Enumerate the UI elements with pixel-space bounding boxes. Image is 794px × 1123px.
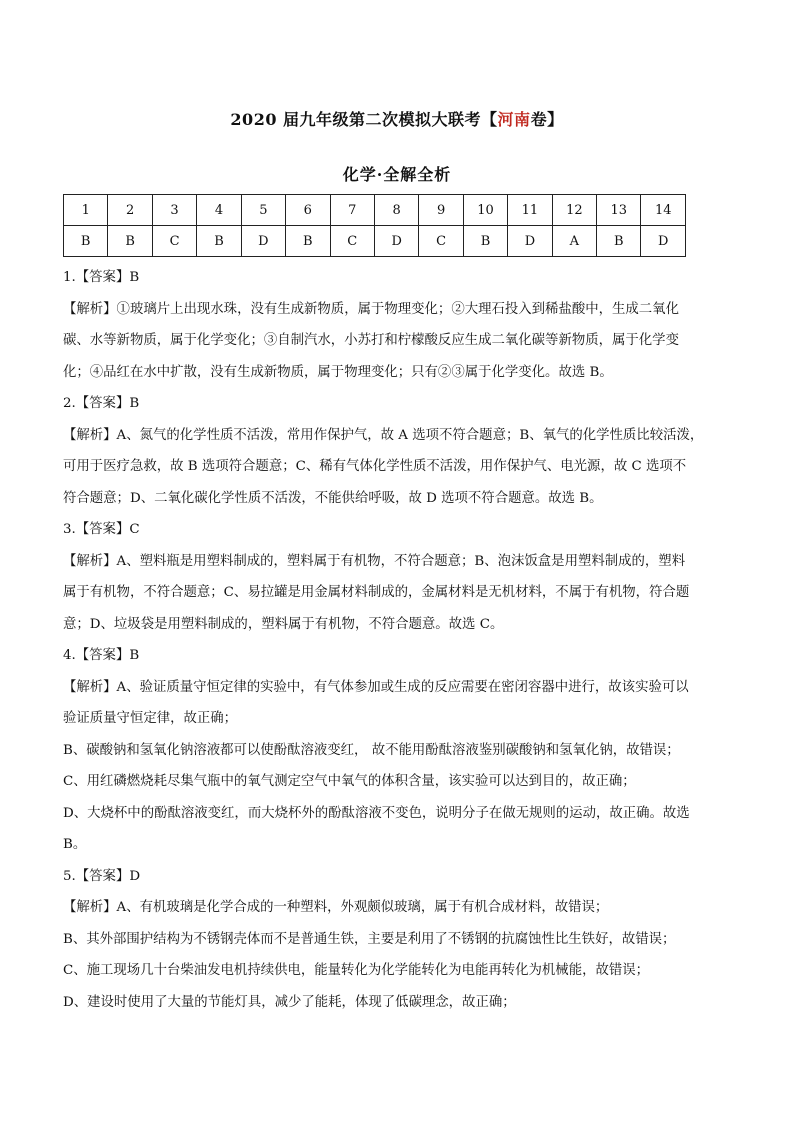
explanation-line: 碳、水等新物质，属于化学变化；③自制汽水，小苏打和柠檬酸反应生成二氧化碳等新物质，属于化学变 — [63, 333, 679, 348]
answer-cell: D — [241, 226, 285, 257]
explanation-line: 可用于医疗急救，故 B 选项符合题意；C、稀有气体化学性质不活泼，用作保护气、电光源，故 C 选项不 — [63, 459, 687, 474]
title-bracket-open: 【 — [481, 110, 498, 129]
explanation-line: 验证质量守恒定律，故正确； — [63, 711, 238, 726]
answer-cell: B — [597, 226, 641, 257]
answer-cell: C — [152, 226, 196, 257]
question-number-cell: 11 — [508, 195, 552, 226]
explanation-line: 意；D、垃圾袋是用塑料制成的，塑料属于有机物，不符合题意。故选 C。 — [63, 616, 504, 632]
question-block — [63, 514, 727, 640]
question-number-cell: 12 — [552, 195, 596, 226]
question-number-cell: 3 — [152, 195, 196, 226]
explanation-line: D、大烧杯中的酚酞溶液变红，而大烧杯外的酚酞溶液不变色，说明分子在做无规则的运动，故正确。故选 — [63, 805, 690, 821]
explanation-line: B、碳酸钠和氢氧化钠溶液都可以使酚酞溶液变红， 故不能用酚酞溶液鉴别碳酸钠和氢氧化钠，故错误； — [63, 742, 680, 758]
answer-table — [63, 194, 686, 257]
question-number-cell: 10 — [463, 195, 507, 226]
explanation-line: 化；④品红在水中扩散，没有生成新物质，属于物理变化；只有②③属于化学变化。故选 B。 — [63, 364, 613, 380]
answer-heading: 1.【答案】B — [63, 270, 140, 285]
question-number-cell: 4 — [197, 195, 241, 226]
explanation-line: 【解析】A、有机玻璃是化学合成的一种塑料，外观颇似玻璃，属于有机合成材料，故错误； — [63, 900, 609, 915]
question-number-cell: 7 — [330, 195, 374, 226]
question-number-cell: 13 — [597, 195, 641, 226]
answer-cell: D — [374, 226, 418, 257]
answer-cell: B — [64, 226, 108, 257]
question-number-cell: 8 — [374, 195, 418, 226]
answer-table-number-row — [64, 195, 686, 226]
answer-heading: 5.【答案】D — [63, 868, 141, 884]
explanation-line: 【解析】A、氮气的化学性质不活泼，常用作保护气，故 A 选项不符合题意；B、氧气的化学性质比较活泼， — [63, 427, 704, 443]
explanation-line: C、施工现场几十台柴油发电机持续供电，能量转化为化学能转化为电能再转化为机械能，故错误； — [63, 963, 650, 978]
answer-cell: D — [641, 226, 686, 257]
question-block — [63, 388, 727, 514]
answer-cell: A — [552, 226, 596, 257]
explanation-line: 【解析】A、塑料瓶是用塑料制成的，塑料属于有机物，不符合题意；B、泡沫饭盒是用塑料制成的，塑料 — [63, 553, 686, 569]
question-number-cell: 5 — [241, 195, 285, 226]
page-subtitle: 化学·全解全析 — [342, 165, 452, 184]
title-tail: 卷】 — [530, 110, 564, 129]
answer-heading: 2.【答案】B — [63, 396, 140, 411]
question-number-cell: 2 — [108, 195, 152, 226]
explanation-line: B。 — [63, 837, 87, 852]
explanation-content — [63, 262, 727, 1018]
title-main: 2020 届九年级第二次模拟大联考 — [230, 110, 482, 129]
question-block — [63, 861, 727, 1019]
title-province: 河南 — [497, 110, 531, 129]
answer-heading: 3.【答案】C — [63, 522, 140, 537]
answer-cell: D — [508, 226, 552, 257]
explanation-line: 属于有机物，不符合题意；C、易拉罐是用金属材料制成的，金属材料是无机材料，不属于有机物，符合题 — [63, 585, 690, 600]
question-number-cell: 14 — [641, 195, 686, 226]
answer-cell: B — [463, 226, 507, 257]
answer-cell: B — [197, 226, 241, 257]
question-number-cell: 9 — [419, 195, 463, 226]
explanation-line: D、建设时使用了大量的节能灯具，减少了能耗，体现了低碳理念，故正确； — [63, 994, 516, 1010]
answer-cell: B — [286, 226, 330, 257]
answer-table-answer-row — [64, 226, 686, 257]
explanation-line: C、用红磷燃烧耗尽集气瓶中的氧气测定空气中氧气的体积含量，该实验可以达到目的，故正确； — [63, 774, 636, 789]
question-block — [63, 262, 727, 388]
explanation-line: 符合题意；D、二氧化碳化学性质不活泼，不能供给呼吸，故 D 选项不符合题意。故选 B。 — [63, 490, 603, 506]
answer-cell: B — [108, 226, 152, 257]
question-block — [63, 640, 727, 861]
explanation-line: B、其外部围护结构为不锈钢壳体而不是普通生铁，主要是利用了不锈钢的抗腐蚀性比生铁好，故错误； — [63, 931, 676, 947]
answer-cell: C — [330, 226, 374, 257]
question-number-cell: 6 — [286, 195, 330, 226]
explanation-line: 【解析】A、验证质量守恒定律的实验中，有气体参加或生成的反应需要在密闭容器中进行，故该实验可以 — [63, 679, 689, 695]
answer-heading: 4.【答案】B — [63, 648, 140, 663]
answer-cell: C — [419, 226, 463, 257]
explanation-line: 【解析】①玻璃片上出现水珠，没有生成新物质，属于物理变化；②大理石投入到稀盐酸中，生成二氧化 — [63, 301, 679, 317]
page-title — [0, 107, 794, 130]
question-number-cell: 1 — [64, 195, 108, 226]
